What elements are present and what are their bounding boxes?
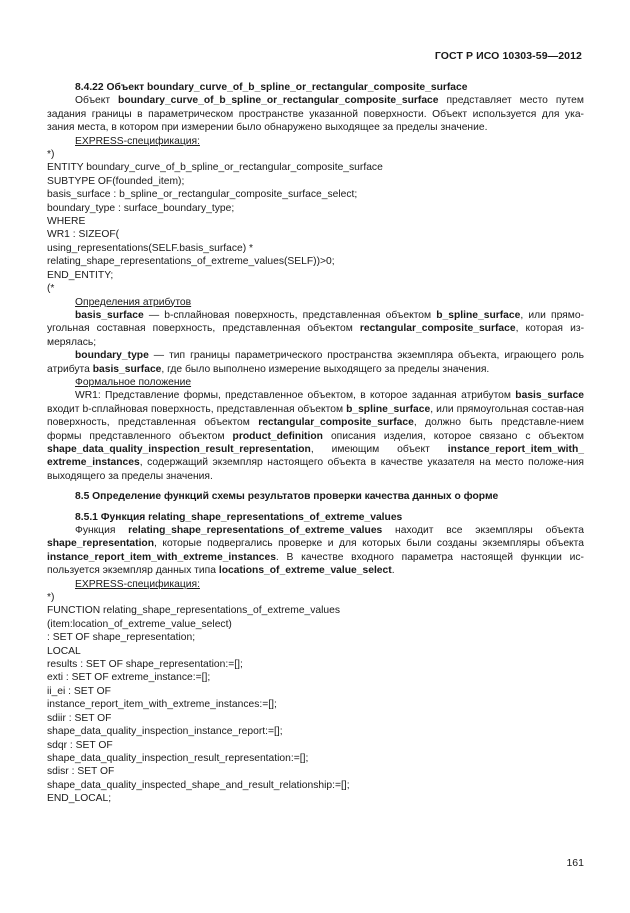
entity-name: shape_data_quality_inspection_result_representation — [47, 443, 311, 455]
code-line: sdqr : SET OF — [47, 739, 113, 751]
rule-wr1 — [47, 389, 584, 483]
section-8-5-1-intro — [47, 524, 584, 578]
formal-propositions-label-text: Формальное положение — [75, 376, 192, 388]
section-8-4-22-title: 8.4.22 Объект boundary_curve_of_b_spline_or_rectangular_composite_surface — [75, 82, 468, 93]
code-line: *) — [47, 592, 55, 604]
code-line: ii_ei : SET OF — [47, 685, 111, 697]
text-run: находит все экземпляры объекта — [382, 525, 584, 536]
entity-name: basis_surface — [92, 363, 162, 375]
text-run: , или прямо-угольная составная поверхность, представленная объектом — [47, 309, 584, 335]
text-run: представляет место путем задания границы в параметрическом пространстве указанной поверхности. Объект используется для ука-зания места, в котором при измерении было обнаружено выходящее за пределы значение. — [47, 95, 584, 134]
code-line: exti : SET OF extreme_instance:=[]; — [47, 672, 211, 684]
entity-name: rectangular_composite_surface — [359, 323, 516, 335]
express-spec-label — [47, 135, 584, 148]
entity-name: rectangular_composite_surface — [258, 417, 414, 429]
section-8-5-title: 8.5 Определение функций схемы результатов проверки качества данных о форме — [75, 491, 499, 503]
attribute-basis-surface — [47, 309, 584, 349]
code-line: using_representations(SELF.basis_surface) * — [47, 242, 254, 254]
code-line: shape_data_quality_inspected_shape_and_result_relationship:=[]; — [47, 779, 350, 791]
text-run: Объект — [75, 95, 119, 107]
code-line: boundary_type : surface_boundary_type; — [47, 202, 235, 214]
code-line: (item:location_of_extreme_value_select) — [47, 618, 232, 630]
text-run: — b-сплайновая поверхность, представленная объектом — [143, 309, 437, 321]
code-line: ENTITY boundary_curve_of_b_spline_or_rectangular_composite_surface — [47, 162, 383, 174]
attribute-name: basis_surface — [75, 309, 144, 321]
code-line: WR1 : SIZEOF( — [47, 229, 120, 241]
attribute-definitions-label — [47, 296, 584, 309]
text-run: WR1: Представление формы, представленное объектом, в которое заданная атрибутом — [75, 390, 516, 402]
express-spec-label-text: EXPRESS-спецификация: — [75, 135, 200, 147]
section-8-5-1-title: 8.5.1 Функция relating_shape_representations_of_extreme_values — [75, 511, 403, 523]
text-run: , которые подвергались проверке и для которых были созданы экземпляры объекта — [154, 538, 584, 550]
type-name: locations_of_extreme_value_select — [218, 565, 392, 577]
text-run: , или прямоугольная состав-ная поверхность, представленная объектом — [47, 403, 584, 429]
code-line: SUBTYPE OF(founded_item); — [47, 175, 185, 187]
text-run: входит b-сплайновая поверхность, представленная объектом — [47, 403, 347, 415]
function-name: relating_shape_representations_of_extreme_values — [128, 525, 383, 536]
text-run: . — [391, 565, 395, 577]
code-line: sdisr : SET OF — [47, 766, 115, 778]
standard-header: ГОСТ Р ИСО 10303-59—2012 — [434, 50, 582, 62]
code-line: basis_surface : b_spline_or_rectangular_composite_surface_select; — [47, 189, 358, 201]
code-line: shape_data_quality_inspection_result_representation:=[]; — [47, 752, 309, 764]
attribute-definitions-label-text: Определения атрибутов — [75, 296, 192, 308]
entity-name: boundary_curve_of_b_spline_or_rectangular_composite_surface — [118, 95, 439, 107]
spacer — [47, 504, 584, 511]
entity-code-block — [47, 148, 584, 295]
page-number: 161 — [566, 857, 584, 869]
attribute-name: boundary_type — [75, 350, 149, 362]
function-code-block — [47, 591, 584, 806]
attribute-boundary-type — [47, 349, 584, 376]
code-line: : SET OF shape_representation; — [47, 632, 196, 644]
text-run: описания изделия, которое связано с объектом — [322, 430, 584, 442]
text-run: Функция — [75, 525, 129, 536]
express-spec-label — [47, 578, 584, 591]
text-run: , которая из-мерялась; — [47, 323, 584, 348]
express-spec-label-text: EXPRESS-спецификация: — [75, 578, 200, 590]
text-run: . В качестве входного параметра настоящей функции ис-пользуется экземпляр данных типа — [47, 551, 584, 577]
entity-name: b_spline_surface — [346, 403, 431, 415]
entity-name: instance_report_item_with_ extreme_instances — [47, 443, 584, 469]
code-line: *) — [47, 149, 55, 161]
text-run: , должно быть представле-нием формы представленного объектом — [47, 417, 584, 442]
code-line: END_ENTITY; — [47, 269, 114, 281]
text-run: , где было выполнено измерение выходящего за пределы значения. — [161, 363, 490, 375]
section-8-4-22-intro — [47, 94, 584, 134]
formal-propositions-label — [47, 376, 584, 389]
code-line: WHERE — [47, 216, 86, 228]
text-run: — тип границы параметрического пространства экземпляра объекта, играющего роль атрибута — [47, 350, 584, 375]
code-line: (* — [47, 283, 55, 295]
entity-name: instance_report_item_with_extreme_instances — [47, 551, 276, 563]
page-content — [47, 81, 584, 806]
spacer — [47, 483, 584, 490]
code-line: sdiir : SET OF — [47, 712, 112, 724]
code-line: FUNCTION relating_shape_representations_of_extreme_values — [47, 605, 341, 617]
entity-name: product_definition — [232, 430, 323, 442]
code-line: END_LOCAL; — [47, 793, 112, 805]
code-line: instance_report_item_with_extreme_instances:=[]; — [47, 699, 277, 711]
entity-name: b_spline_surface — [436, 309, 521, 321]
code-line: LOCAL — [47, 645, 81, 657]
entity-name: basis_surface — [515, 390, 584, 402]
code-line: shape_data_quality_inspection_instance_report:=[]; — [47, 726, 283, 738]
code-line: relating_shape_representations_of_extreme_values(SELF))>0; — [47, 256, 335, 268]
text-run: , содержащий экземпляр настоящего объекта в качестве указателя на место положе-ния выходящего за пределы значения. — [47, 457, 584, 482]
text-run: , имеющим объект — [310, 443, 448, 455]
entity-name: shape_representation — [47, 538, 155, 550]
code-line: results : SET OF shape_representation:=[]; — [47, 659, 243, 671]
